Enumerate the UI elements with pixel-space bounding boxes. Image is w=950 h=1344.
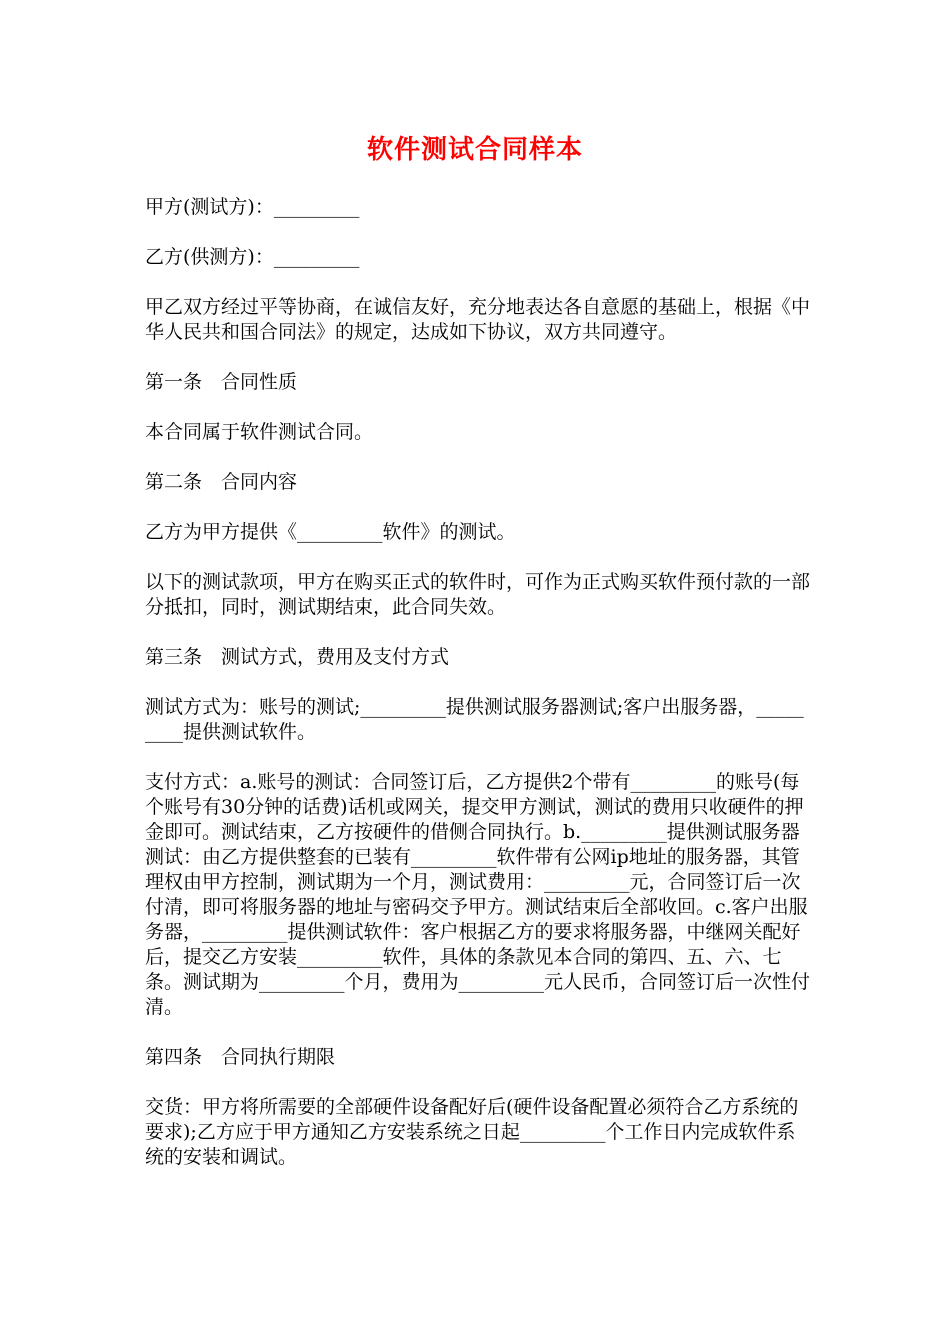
document-body: [145, 195, 810, 1195]
article-1-heading: 第一条 合同性质: [145, 371, 298, 393]
document-title: 软件测试合同样本: [366, 135, 583, 165]
article-2-heading: 第二条 合同内容: [145, 471, 298, 493]
preamble-paragraph: 甲乙双方经过平等协商，在诚信友好，充分地表达各自意愿的基础上，根据《中华人民共和国合同法》的规定，达成如下协议，双方共同遵守。: [145, 296, 811, 343]
party-b-line: 乙方(供测方)：_________: [145, 246, 360, 268]
article-3-heading: 第三条 测试方式，费用及支付方式: [145, 646, 450, 668]
party-a-line: 甲方(测试方)：_________: [145, 196, 360, 218]
payment-method-paragraph: 支付方式：a.账号的测试：合同签订后，乙方提供2个带有_________的账号(每个账号有30分钟的话费)话机或网关，提交甲方测试，测试的费用只收硬件的押金即可。测试结束，乙方按硬件的借侧合同执行。b._________提供测试服务器测试：由乙方提供整套的已装有_________软件带有公网ip地址的服务器，其管理权由甲方控制，测试期为一个月，测试费用：_________元，合同签订后一次付清，即可将服务器的地址与密码交予甲方。测试结束后全部收回。c.客户出服务器，_________提供测试软件：客户根据乙方的要求将服务器，中继网关配好后，提交乙方安装_________软件，具体的条款见本合同的第四、五、六、七条。测试期为_________个月，费用为_________元人民币，合同签订后一次性付清。: [145, 771, 811, 1018]
article-2-note: 以下的测试款项，甲方在购买正式的软件时，可作为正式购买软件预付款的一部分抵扣，同时，测试期结束，此合同失效。: [145, 571, 811, 618]
article-2-body: 乙方为甲方提供《_________软件》的测试。: [145, 521, 516, 543]
test-method-paragraph: 测试方式为：账号的测试;_________提供测试服务器测试;客户出服务器，_________提供测试软件。: [145, 696, 804, 743]
article-1-body: 本合同属于软件测试合同。: [145, 421, 374, 443]
article-4-heading: 第四条 合同执行期限: [145, 1046, 336, 1068]
delivery-paragraph: 交货：甲方将所需要的全部硬件设备配好后(硬件设备配置必须符合乙方系统的要求);乙方应于甲方通知乙方安装系统之日起_________个工作日内完成软件系统的安装和调试。: [145, 1096, 799, 1168]
